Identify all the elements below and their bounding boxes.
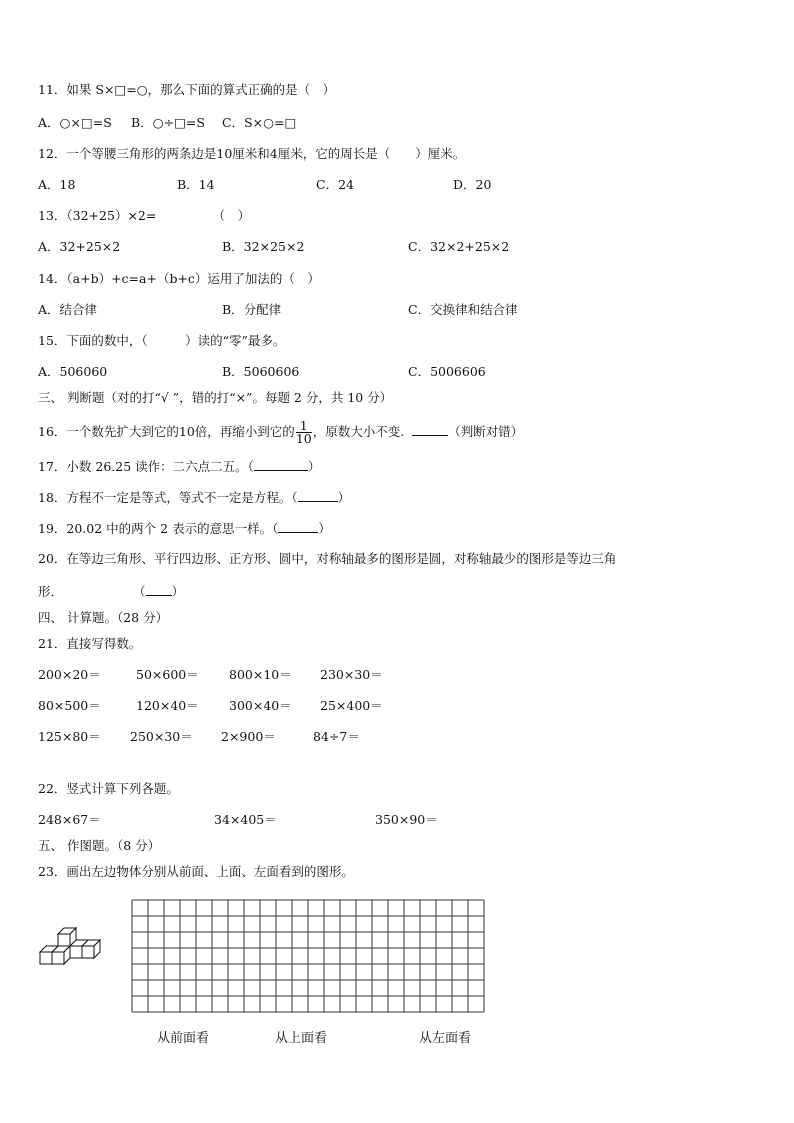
- q16-tail: （判断对错）: [448, 424, 524, 439]
- q13-stem: 13．（32+25）×2= （ ）: [38, 208, 251, 223]
- q14-stem: 14．（a+b）+c=a+（b+c）运用了加法的（ ）: [38, 271, 320, 286]
- label-top-view: 从上面看: [275, 1031, 328, 1046]
- q21-item: 800×10＝: [229, 667, 292, 682]
- q21-item: 300×40＝: [229, 698, 292, 713]
- q11-option-c: C．S×○=□: [222, 115, 297, 130]
- q21-item: 230×30＝: [320, 667, 383, 682]
- fraction-numerator: 1: [296, 420, 312, 433]
- q21-item: 25×400＝: [320, 698, 383, 713]
- q18-close: ）: [337, 490, 351, 505]
- q21-item: 125×80＝: [38, 729, 101, 744]
- q15-option-a: A．506060: [38, 364, 108, 379]
- q12-option-b: B．14: [177, 177, 215, 192]
- q20-answer-blank[interactable]: [146, 583, 172, 596]
- q22-item: 34×405＝: [214, 812, 277, 827]
- q14-option-b: B．分配律: [222, 302, 282, 317]
- q21-item: 80×500＝: [38, 698, 101, 713]
- section-4-heading: 四、 计算题。（28 分）: [38, 610, 169, 625]
- q12-option-a: A．18: [38, 177, 76, 192]
- q18-answer-blank[interactable]: [298, 489, 338, 502]
- q22-item: 248×67＝: [38, 812, 101, 827]
- q17-text: 17．小数 26.25 读作：二六点二五。（: [38, 459, 254, 474]
- q21-stem: 21．直接写得数。: [38, 636, 142, 651]
- q19: [38, 520, 331, 537]
- q20-line-1: 20．在等边三角形、平行四边形、正方形、圆中，对称轴最多的图形是圆，对称轴最少的图形是等边三角: [38, 551, 617, 566]
- q23-stem: 23．画出左边物体分别从前面、上面、左面看到的图形。: [38, 864, 354, 879]
- q19-close: ）: [318, 521, 331, 536]
- q15-option-b: B．5060606: [222, 364, 300, 379]
- q19-answer-blank[interactable]: [278, 520, 318, 533]
- q20-paren-open: （: [133, 584, 146, 599]
- q16-fraction: [296, 420, 312, 445]
- q18-text: 18．方程不一定是等式，等式不一定是方程。（: [38, 490, 298, 505]
- section-3-heading: 三、 判断题（对的打“√ ”，错的打“×”。每题 2 分，共 10 分）: [38, 390, 393, 405]
- q17: [38, 458, 320, 475]
- fraction-denominator: 10: [295, 431, 312, 446]
- q11-stem: 11．如果 S×□=○，那么下面的算式正确的是（ ）: [38, 82, 336, 97]
- q12-option-d: D．20: [453, 177, 492, 192]
- q13-option-b: B．32×25×2: [222, 239, 305, 254]
- q13-option-c: C．32×2+25×2: [408, 239, 510, 254]
- q21-item: 250×30＝: [130, 729, 193, 744]
- cube-stack-figure: [38, 922, 102, 970]
- q11-option-b: B．○÷□=S: [131, 115, 205, 130]
- q16-answer-blank[interactable]: [412, 423, 448, 436]
- q17-close: ）: [307, 459, 321, 474]
- q20-paren-close: ）: [171, 584, 185, 599]
- q16: [38, 420, 523, 445]
- q13-option-a: A．32+25×2: [38, 239, 121, 254]
- q21-item: 2×900＝: [221, 729, 276, 744]
- q12-stem: 12．一个等腰三角形的两条边是10厘米和4厘米，它的周长是（ ）厘米。: [38, 146, 466, 161]
- q16-text-pre: 16．一个数先扩大到它的10倍，再缩小到它的: [38, 424, 295, 439]
- q22-item: 350×90＝: [375, 812, 438, 827]
- q21-item: 50×600＝: [136, 667, 199, 682]
- q16-text-post: ，原数大小不变.: [312, 424, 405, 439]
- q19-text: 19．20.02 中的两个 2 表示的意思一样。（: [38, 521, 279, 536]
- q20-text: 形．: [38, 584, 64, 599]
- q15-stem: 15．下面的数中，（ ）读的“零”最多。: [38, 333, 286, 348]
- q21-item: 84÷7＝: [313, 729, 360, 744]
- q14-option-a: A．结合律: [38, 302, 98, 317]
- q14-option-c: C．交换律和结合律: [408, 302, 518, 317]
- q20-line-2: [38, 583, 184, 600]
- q21-item: 200×20＝: [38, 667, 101, 682]
- section-5-heading: 五、 作图题。（8 分）: [38, 838, 161, 853]
- drawing-grid[interactable]: [131, 899, 485, 1013]
- q11-option-a: A．○×□=S: [38, 115, 112, 130]
- label-front-view: 从前面看: [157, 1031, 210, 1046]
- q22-stem: 22．竖式计算下列各题。: [38, 781, 179, 796]
- q15-option-c: C．5006606: [408, 364, 486, 379]
- label-left-view: 从左面看: [419, 1031, 472, 1046]
- q12-option-c: C．24: [316, 177, 354, 192]
- q21-item: 120×40＝: [136, 698, 199, 713]
- q18: [38, 489, 350, 506]
- q17-answer-blank[interactable]: [254, 458, 308, 471]
